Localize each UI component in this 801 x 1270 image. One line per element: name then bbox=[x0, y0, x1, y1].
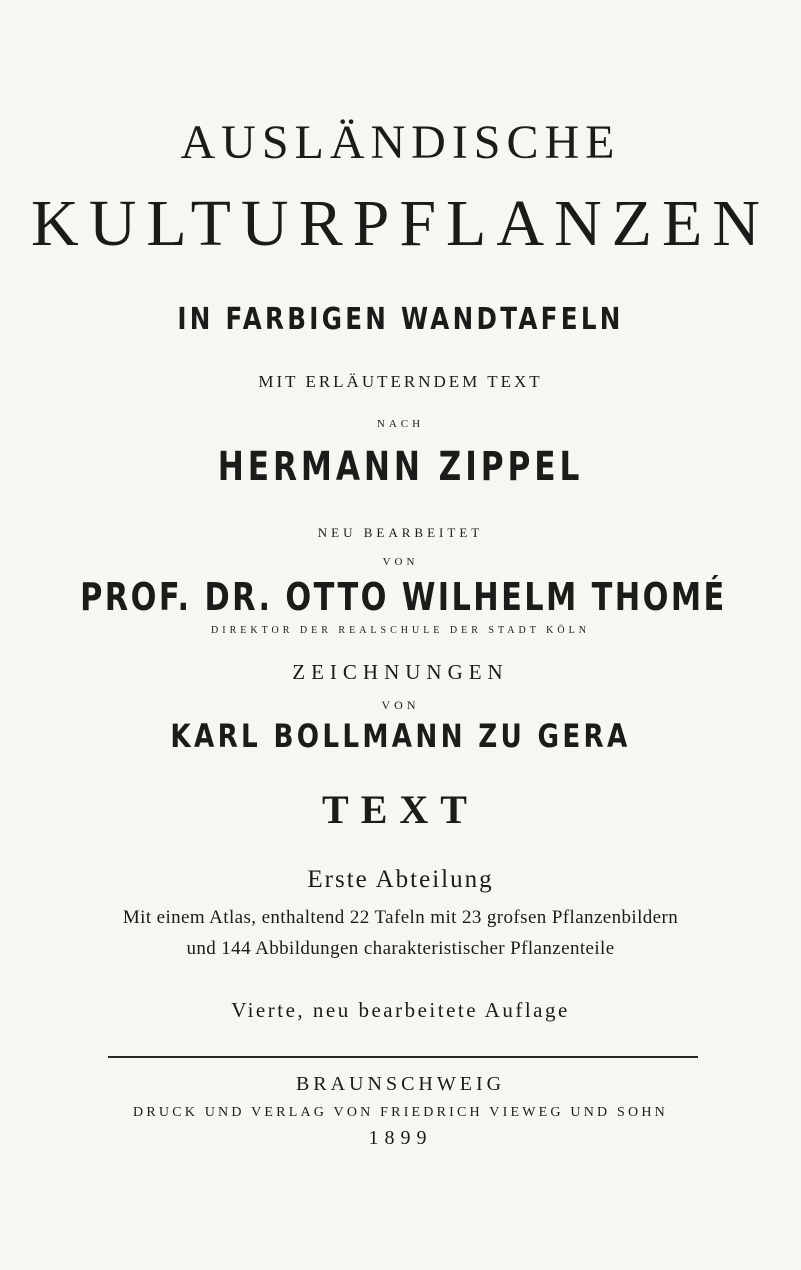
contents-line-1: Mit einem Atlas, enthaltend 22 Tafeln mit 23 grofsen Pflanzenbildern bbox=[122, 907, 679, 928]
editor-position: DIREKTOR DER REALSCHULE DER STADT KÖLN bbox=[211, 625, 590, 636]
nach-label: NACH bbox=[376, 418, 425, 430]
title-line-1: AUSLÄNDISCHE bbox=[180, 116, 621, 169]
zeichnungen-label: ZEICHNUNGEN bbox=[292, 660, 509, 684]
contents-line-2: und 144 Abbildungen charakteristischer Pflanzenteile bbox=[186, 938, 615, 959]
subtitle-line-2: MIT ERLÄUTERNDEM TEXT bbox=[258, 372, 543, 391]
von-label-1: VON bbox=[382, 556, 419, 568]
divider-rule bbox=[108, 1056, 698, 1058]
illustrator-name: KARL BOLLMANN ZU GERA bbox=[170, 717, 631, 755]
title-line-2: KULTURPFLANZEN bbox=[31, 187, 770, 260]
publisher-name: DRUCK UND VERLAG VON FRIEDRICH VIEWEG UND SOHN bbox=[133, 1105, 668, 1120]
text-label: TEXT bbox=[322, 787, 479, 832]
subtitle-line-1: IN FARBIGEN WANDTAFELN bbox=[177, 302, 624, 337]
author-name: HERMANN ZIPPEL bbox=[217, 444, 584, 490]
von-label-2: VON bbox=[381, 698, 420, 712]
neu-bearbeitet-label: NEU BEARBEITET bbox=[317, 525, 484, 540]
part-label: Erste Abteilung bbox=[307, 866, 494, 893]
publication-year: 1899 bbox=[368, 1127, 433, 1149]
edition-label: Vierte, neu bearbeitete Auflage bbox=[231, 998, 570, 1022]
editor-name: PROF. DR. OTTO WILHELM THOMÉ bbox=[80, 575, 727, 619]
publisher-city: BRAUNSCHWEIG bbox=[295, 1073, 506, 1095]
